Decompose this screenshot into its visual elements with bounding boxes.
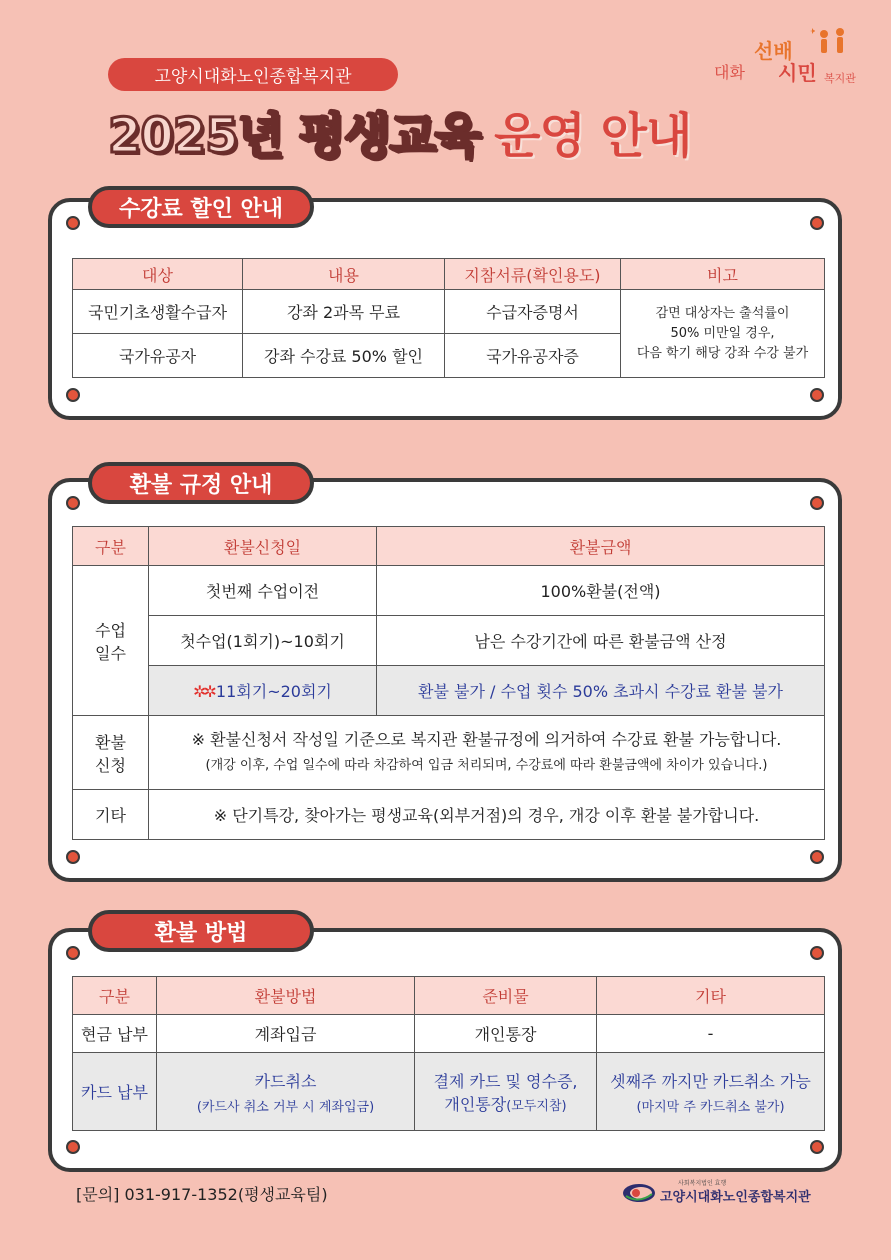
table-row: [73, 1015, 825, 1053]
cell-method: [157, 1053, 415, 1131]
cell-note: [621, 290, 825, 378]
refund-method-section-title: 환불 방법: [154, 920, 248, 946]
org-emblem-icon: [622, 1182, 656, 1204]
cell-content: 강좌 2과목 무료: [243, 290, 445, 334]
cell-etc: [597, 1053, 825, 1131]
refund-method-table: [72, 976, 825, 1131]
org-name-pill: [108, 58, 398, 91]
cell-target: 국민기초생활수급자: [73, 290, 243, 334]
refund-rule-section-title: 환불 규정 안내: [129, 472, 273, 498]
note-line: 50% 미만일 경우,: [670, 325, 775, 341]
header-content: 내용: [243, 259, 445, 290]
table-row: [73, 716, 825, 790]
title-year: 2025년 평생교육: [108, 107, 481, 164]
senior-citizen-logo: [708, 20, 868, 95]
discount-section-title: 수강료 할인 안내: [118, 196, 284, 222]
corner-dot: [810, 850, 824, 864]
cell-type: 현금 납부: [73, 1015, 157, 1053]
table-row: [73, 290, 825, 334]
cell-apply-text: [149, 716, 825, 790]
table-row-highlight: [73, 666, 825, 716]
cell-etc: -: [597, 1015, 825, 1053]
refund-rule-table: [72, 526, 825, 840]
cell-apply-label: [73, 716, 149, 790]
corner-dot: [810, 216, 824, 230]
cell-etc-text: ※ 단기특강, 찾아가는 평생교육(외부거점)의 경우, 개강 이후 환불 불가합니다.: [149, 790, 825, 840]
title-main: 운영 안내: [494, 107, 692, 164]
cell-type: 카드 납부: [73, 1053, 157, 1131]
header-docs: 지참서류(확인용도): [445, 259, 621, 290]
table-header-row: [73, 259, 825, 290]
corner-dot: [810, 946, 824, 960]
discount-section-tab: [88, 186, 314, 228]
corner-dot: [810, 1140, 824, 1154]
discount-table: [72, 258, 825, 378]
etc-text: 셋째주 까지만 카드취소 가능: [610, 1071, 811, 1091]
corner-dot: [66, 496, 80, 510]
header-category: 구분: [73, 977, 157, 1015]
header-prep: 준비물: [415, 977, 597, 1015]
header-category: 구분: [73, 527, 149, 566]
prep-text: 결제 카드 및 영수증,: [433, 1071, 578, 1091]
etc-subtext: (마지막 주 카드취소 불가): [636, 1099, 785, 1115]
page-title: [108, 96, 691, 166]
cell-class-days: [73, 566, 149, 716]
cell-target: 국가유공자: [73, 334, 243, 378]
class-days-line: 일수: [95, 643, 126, 663]
people-icon: [810, 28, 844, 53]
cell-etc-label: 기타: [73, 790, 149, 840]
footer-logo-subtitle: 사회복지법인 효행: [678, 1180, 727, 1187]
logo-text-seonbae: 선배: [754, 39, 793, 63]
corner-dot: [66, 216, 80, 230]
cell-docs: 국가유공자증: [445, 334, 621, 378]
apply-label-line: 신청: [95, 755, 126, 775]
corner-dot: [66, 388, 80, 402]
header-note: 비고: [621, 259, 825, 290]
cell-date: 첫수업(1회기)~10회기: [149, 616, 377, 666]
corner-dot: [810, 496, 824, 510]
contact-info: [문의] 031-917-1352(평생교육팀): [76, 1185, 328, 1204]
corner-dot: [810, 388, 824, 402]
cell-prep: [415, 1053, 597, 1131]
footer-logo: [622, 1180, 811, 1205]
logo-text-simin: 시민: [778, 61, 817, 85]
star-mark-icon: ✲✲: [193, 682, 214, 701]
header-etc: 기타: [597, 977, 825, 1015]
refund-method-section-tab: [88, 910, 314, 952]
corner-dot: [66, 946, 80, 960]
method-text: 카드취소: [254, 1071, 317, 1091]
class-days-line: 수업: [95, 620, 126, 640]
refund-rule-card: [48, 478, 842, 882]
org-name: 고양시대화노인종합복지관: [154, 67, 352, 87]
cell-amount: 환불 불가 / 수업 횟수 50% 초과시 수강료 환불 불가: [377, 666, 825, 716]
cell-amount: 100%환불(전액): [377, 566, 825, 616]
apply-label-line: 환불: [95, 732, 126, 752]
header-target: 대상: [73, 259, 243, 290]
corner-dot: [66, 1140, 80, 1154]
refund-method-card: [48, 928, 842, 1172]
table-row: [73, 790, 825, 840]
note-line: 감면 대상자는 출석률이: [655, 305, 790, 321]
header-date: 환불신청일: [149, 527, 377, 566]
prep-text: 개인통장: [444, 1094, 507, 1114]
cell-date: [149, 666, 377, 716]
refund-rule-section-tab: [88, 462, 314, 504]
prep-subtext: (모두지참): [506, 1098, 567, 1114]
cell-amount: 남은 수강기간에 따른 환불금액 산정: [377, 616, 825, 666]
corner-dot: [66, 850, 80, 864]
cell-docs: 수급자증명서: [445, 290, 621, 334]
discount-card: [48, 198, 842, 420]
logo-text-bokjigwan: 복지관: [824, 72, 856, 85]
cell-method: 계좌입금: [157, 1015, 415, 1053]
table-header-row: [73, 977, 825, 1015]
cell-date: 첫번째 수업이전: [149, 566, 377, 616]
method-subtext: (카드사 취소 거부 시 계좌입금): [196, 1099, 375, 1115]
table-row: [73, 616, 825, 666]
cell-content: 강좌 수강료 50% 할인: [243, 334, 445, 378]
table-header-row: [73, 527, 825, 566]
apply-text: ※ 환불신청서 작성일 기준으로 복지관 환불규정에 의거하여 수강료 환불 가능합니다.: [191, 729, 782, 749]
cell-prep: 개인통장: [415, 1015, 597, 1053]
logo-text-daehwa: 대화: [714, 63, 745, 82]
date-text: 11회기~20회기: [215, 682, 332, 701]
table-row: [73, 1053, 825, 1131]
header-amount: 환불금액: [377, 527, 825, 566]
table-row: [73, 566, 825, 616]
apply-subtext: (개강 이후, 수업 일수에 따라 차감하여 입금 처리되며, 수강료에 따라 환불금액에 차이가 있습니다.): [205, 757, 768, 773]
header-method: 환불방법: [157, 977, 415, 1015]
note-line: 다음 학기 해당 강좌 수강 불가: [636, 345, 809, 361]
footer-logo-name: 고양시대화노인종합복지관: [660, 1190, 811, 1205]
